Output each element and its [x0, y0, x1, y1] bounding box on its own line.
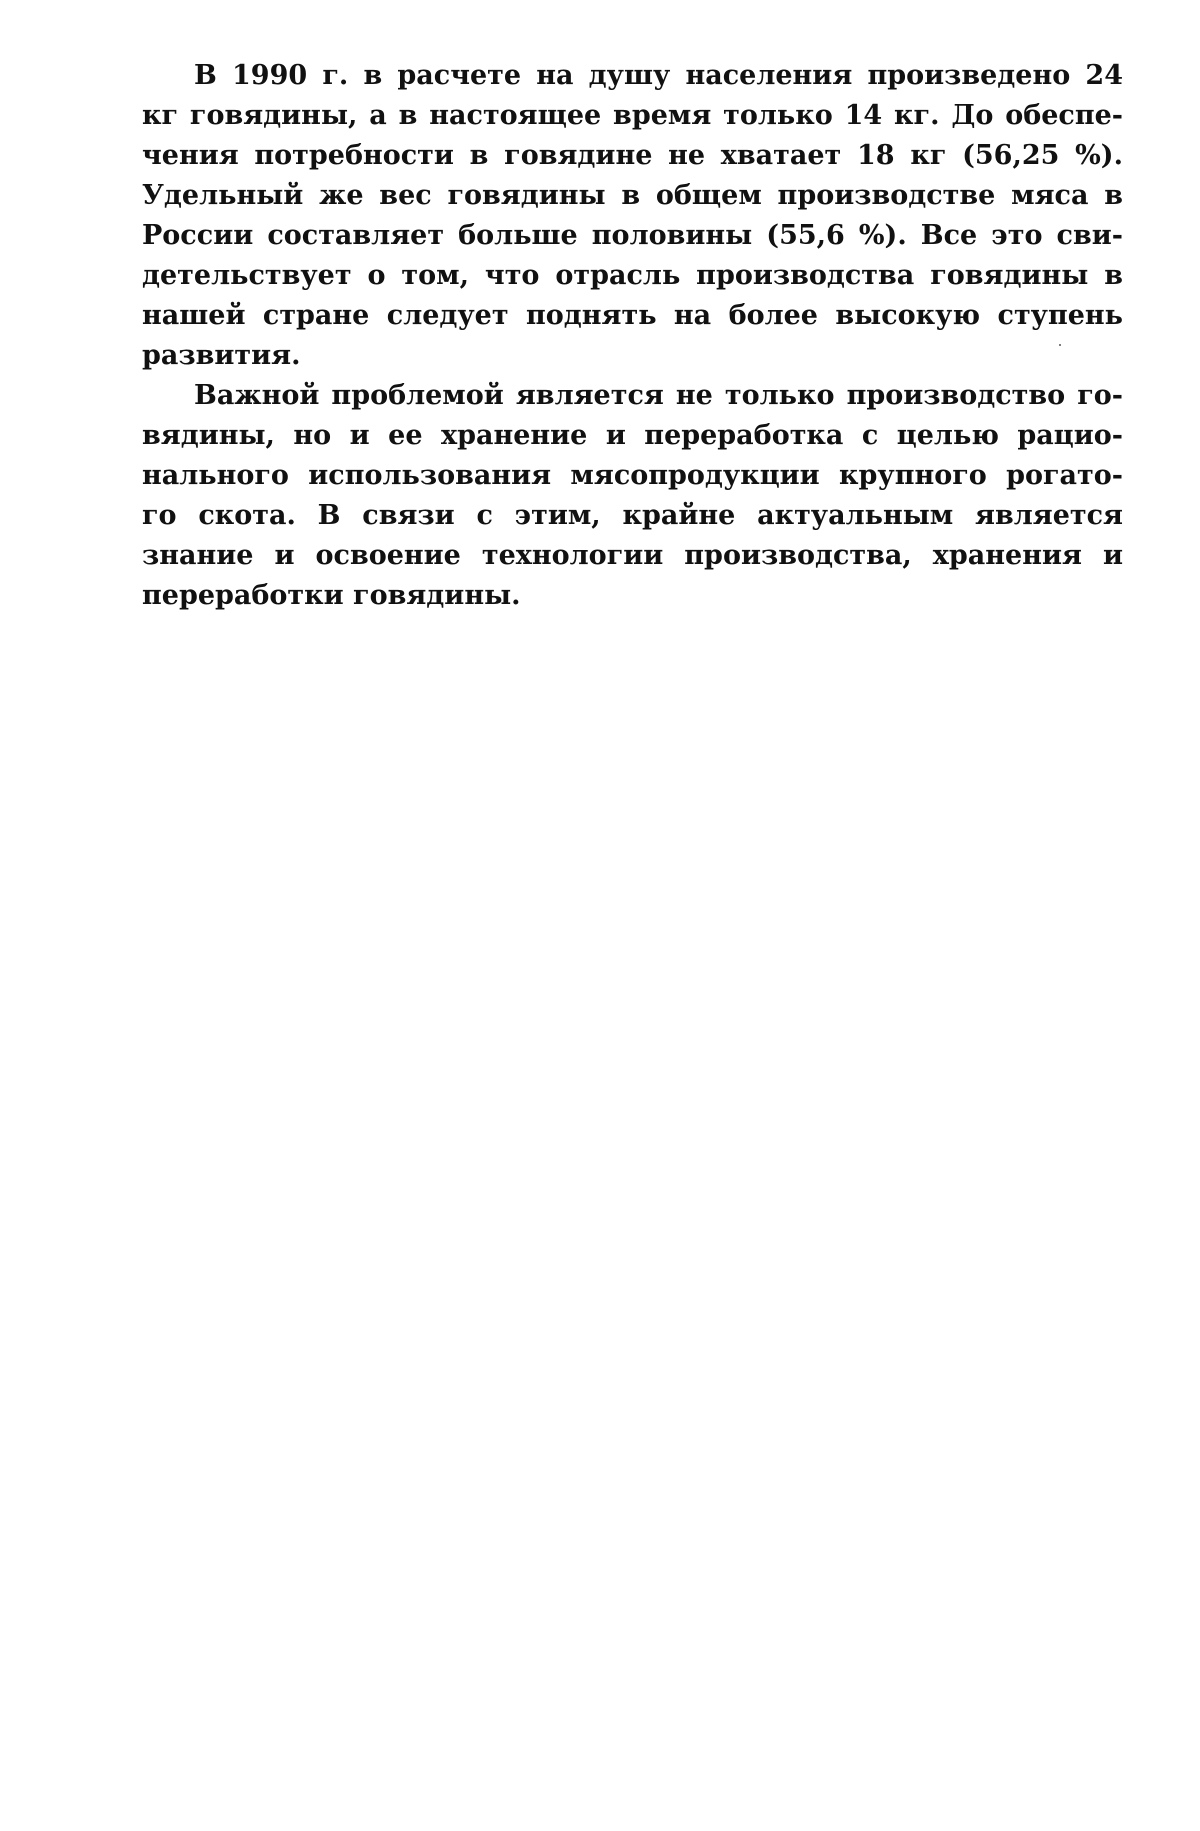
paragraph-1 — [142, 56, 1123, 376]
text-line: нального использования мясопродукции крупного рогато- — [142, 460, 1123, 491]
text-line: Важной проблемой является не только производство го- — [194, 380, 1123, 411]
text-line: го скота. В связи с этим, крайне актуальным является — [142, 500, 1123, 531]
text-line: детельствует о том, что отрасль производства говядины в — [142, 260, 1123, 291]
text-line: чения потребности в говядине не хватает 18 кг (56,25 %). — [142, 140, 1123, 171]
text-line: В 1990 г. в расчете на душу населения произведено 24 — [194, 60, 1123, 91]
text-line: кг говядины, а в настоящее время только 14 кг. До обеспе- — [142, 100, 1123, 131]
scan-speck — [1059, 344, 1061, 346]
body-text — [142, 56, 1123, 616]
text-line: вядины, но и ее хранение и переработка с целью рацио- — [142, 420, 1123, 451]
paragraph-2 — [142, 376, 1123, 616]
text-line: переработки говядины. — [142, 580, 521, 611]
text-line: развития. — [142, 340, 301, 371]
text-line: России составляет больше половины (55,6 %). Все это сви- — [142, 220, 1123, 251]
text-line: знание и освоение технологии производства, хранения и — [142, 540, 1123, 571]
text-line: нашей стране следует поднять на более высокую ступень — [142, 300, 1123, 331]
text-line: Удельный же вес говядины в общем производстве мяса в — [142, 180, 1123, 211]
